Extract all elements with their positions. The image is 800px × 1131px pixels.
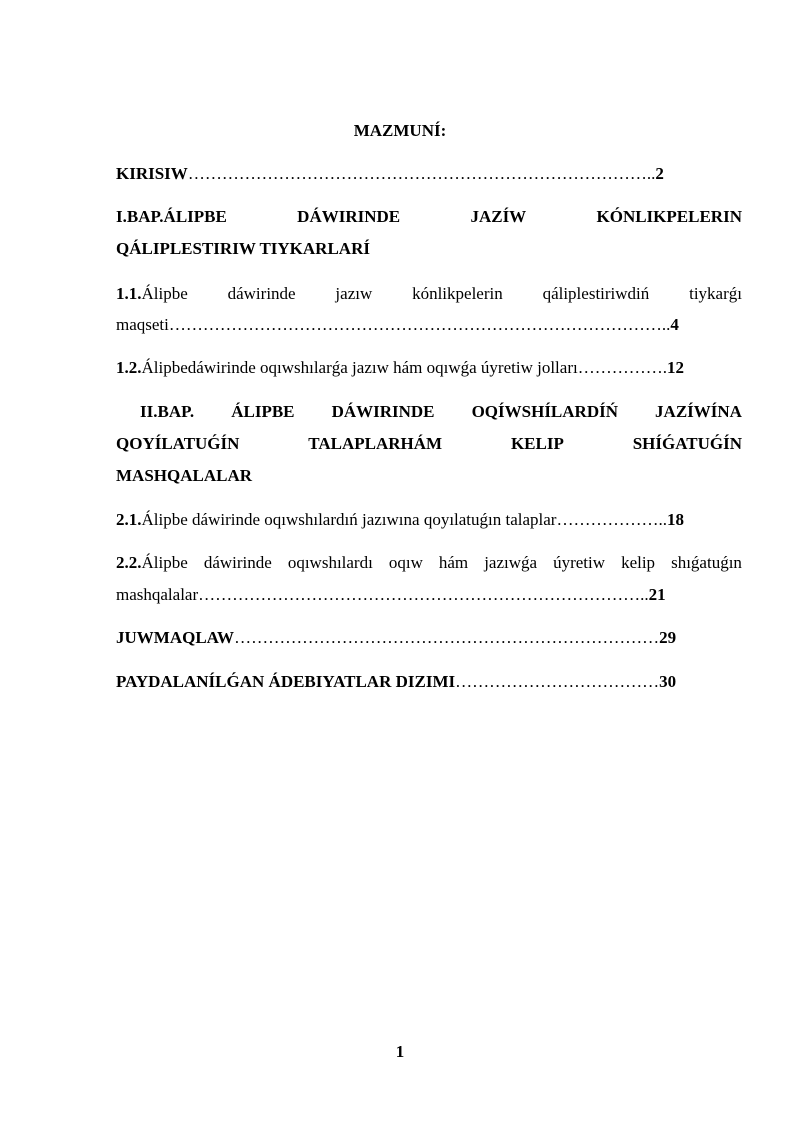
chapter-word: I.BAP.ÁLIPBE [116,207,227,226]
chapter-word: DÁWIRINDE [297,207,401,226]
toc-entry-conclusion [116,627,742,649]
section-word: jazıw [335,284,373,303]
chapter-word: KÓNLIKPELERIN [596,207,742,226]
chapter-word: ÁLIPBE [231,402,295,421]
toc-leader-dots: ……………………………… [455,672,660,691]
chapter-word: JAZÍWÍNA [655,402,742,421]
section-word: Álipbe [141,284,188,303]
chapter-word: OQÍWSHÍLARDÍŃ [471,402,618,421]
toc-chapter-1-line-2: QÁLIPLESTIRIW TIYKARLARÍ [116,239,370,258]
toc-section-1-1-line-2 [116,314,742,336]
section-number: 2.1. [116,510,142,529]
toc-page-number: 21 [648,585,666,604]
section-word: qáliplestiriwdiń [542,284,650,303]
toc-page-number: 18 [666,510,684,529]
toc-entry-intro [116,163,742,185]
section-word: tiykarǵı [689,284,742,303]
toc-entry-title: KIRISIW [116,164,188,183]
chapter-word: QOYÍLATUǴÍN [116,434,240,453]
toc-leader-dots: …………………………………………………………………….. [198,585,649,604]
chapter-word: JAZÍW [470,207,527,226]
toc-entry-references [116,671,742,693]
section-number: 1.1. [116,284,142,303]
section-first-word [116,283,188,305]
section-word: dáwirinde [227,284,296,303]
toc-page-number: 12 [666,358,684,377]
toc-entry-title: JUWMAQLAW [116,628,235,647]
section-word: jazıwǵa [484,553,538,572]
toc-chapter-2-line-1 [140,401,742,423]
toc-leader-dots: ………………………………………………………………… [234,628,660,647]
section-word: kelip [621,553,656,572]
toc-page-number: 30 [659,672,677,691]
section-text: maqseti [116,315,169,334]
chapter-word: DÁWIRINDE [331,402,435,421]
section-word: shıǵatuǵın [671,553,742,572]
toc-section-1-1-line-1 [116,283,742,305]
chapter-word: KELIP [510,434,564,453]
section-first-word [116,552,188,574]
section-number: 1.2. [116,358,142,377]
toc-section-2-2-line-1 [116,552,742,574]
section-text: mashqalalar [116,585,199,604]
toc-heading: MAZMUNÍ: [353,121,447,140]
toc-leader-dots: …………………………………………………………………………….. [168,315,671,334]
section-word: dáwirinde [203,553,272,572]
toc-leader-dots: ……………….. [556,510,667,529]
toc-chapter-1-line-1 [116,206,742,228]
chapter-word: II.BAP. [140,402,195,421]
section-number: 2.2. [116,553,142,572]
toc-section-1-2 [116,357,742,379]
chapter-word: SHÍǴATUǴÍN [632,434,742,453]
section-word: oqıw [388,553,423,572]
section-word: kónlikpelerin [412,284,503,303]
toc-page-number: 2 [655,164,664,183]
page-number: 1 [395,1042,405,1061]
toc-leader-dots: ……………. [577,358,667,377]
toc-section-2-2-line-2 [116,584,742,606]
toc-page-number: 29 [659,628,677,647]
toc-section-2-1 [116,509,742,531]
section-word: úyretiw [553,553,606,572]
toc-leader-dots: ……………………………………………………………………….. [187,164,656,183]
toc-chapter-2-line-2 [116,433,742,455]
toc-entry-title: PAYDALANÍLǴAN ÁDEBIYATLAR DIZIMI [116,672,456,691]
section-word: Álipbe [141,553,188,572]
section-word: hám [438,553,469,572]
section-text: Álipbe dáwirinde oqıwshılardıń jazıwına qoyılatuǵın talaplar [141,510,557,529]
section-word: oqıwshılardı [287,553,373,572]
toc-page-number: 4 [670,315,679,334]
chapter-word: TALAPLARHÁM [308,434,443,453]
toc-chapter-2-line-3: MASHQALALAR [116,466,253,485]
section-text: Álipbedáwirinde oqıwshılarǵa jazıw hám oqıwǵa úyretiw jolları [141,358,578,377]
